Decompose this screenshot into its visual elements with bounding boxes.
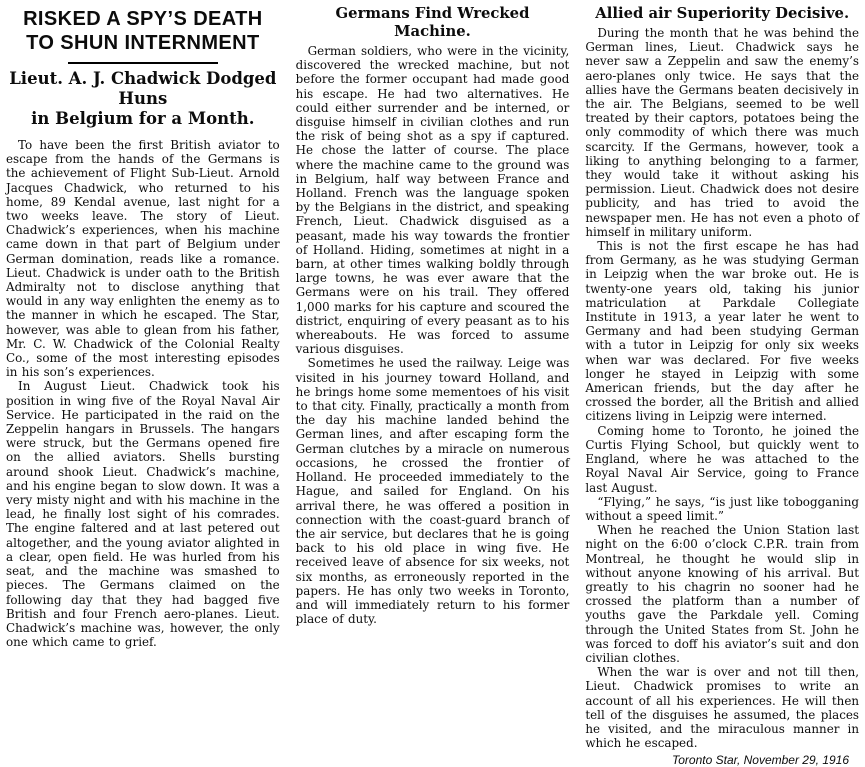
paragraph: German soldiers, who were in the vicinity, discovered the wrecked machine, but not before the former occupant had made good his escape. He had two alternatives. He could either surrender and be interned, or disguise himself in civilian clothes and run the risk of being shot as a spy if captured. He chose the latter of course. The place where the machine came to the ground was in Belgium, half way between France and Holland. French was the language spoken by the Belgians in the district, and speaking French, Lieut. Chadwick disguised as a peasant, made his way towards the frontier of Holland. Hiding, sometimes at night in a barn, at other times walking boldly through large towns, he was ever aware that the Germans were on his trail. They offered 1,000 marks for his capture and scoured the district, enquiring of every peasant as to his whereabouts. He was forced to assume various disguises. [295,44,570,357]
headline-line-1: RISKED A SPY’S DEATH [23,8,263,30]
column-1-body [6,138,280,649]
column-3-body [585,26,859,750]
headline-line-2: TO SHUN INTERNMENT [26,32,260,54]
article-column-1 [6,3,280,670]
paragraph: Sometimes he used the railway. Leige was visited in his journey toward Holland, and he brings home some mementoes of his visit to that city. Finally, practically a month from the day his machine landed behind the German lines, and after escaping form the German clutches by a miracle on numerous occasions, he crossed the frontier of Holland. He proceeded immediately to the Hague, and sailed for England. On his arrival there, he was offered a position in connection with the coast-guard branch of the air service, but declares that he is going back to his old place in wing five. He received leave of absence for six weeks, not six months, as erroneously reported in the papers. He has only two weeks in Toronto, and will immediately return to his former place of duty. [295,356,570,627]
paragraph: When he reached the Union Station last night on the 6:00 o’clock C.P.R. train from Montreal, he thought he would slip in without anyone knowing of his arrival. But greatly to his chagrin no sooner had he crossed the platform than a number of youths gave the Parkdale yell. Coming through the United States from St. John he was forced to doff his aviator’s suit and don civilian clothes. [585,523,860,665]
article-column-3 [585,3,860,767]
paragraph: “Flying,” he says, “is just like tobogganing without a speed limit.” [585,494,860,523]
paragraph: Coming home to Toronto, he joined the Curtis Flying School, but quickly went to England, where he was attached to the Royal Naval Air Service, going to France last August. [585,423,860,495]
headline-divider [68,62,218,64]
source-attribution: Toronto Star, November 29, 1916 [672,753,850,767]
paragraph: During the month that he was behind the German lines, Lieut. Chadwick says he never saw a Zeppelin and saw the enemy’s aero-planes only twice. He says that the allies have the Germans beaten decisively in the air. The Belgians, seemed to be well treated by their captors, potatoes being the only commodity of which there was much scarcity. If the Germans, however, took a liking to anything belonging to a farmer, they would take it without asking his permission. Lieut. Chadwick does not desire publicity, and has tried to avoid the newspaper men. He has not even a photo of himself in military uniform. [585,26,860,239]
paragraph: In August Lieut. Chadwick took his position in wing five of the Royal Naval Air Service. He participated in the raid on the Zeppelin hangars in Brussels. The hangars were struck, but the Germans opened fire on the allied aviators. Shells bursting around shook Lieut. Chadwick’s machine, and his engine began to slow down. It was a very misty night and with his machine in the lead, he finally lost sight of his comrades. The engine faltered and at last petered out altogether, and the young aviator alighted in a clear, open field. He was hurled from his seat, and the machine was smashed to pieces. The Germans claimed on the following day that they had bagged five British and four French aero-planes. Lieut. Chadwick’s machine was, however, the only one which came to grief. [6,379,280,650]
subhead-line-2: in Belgium for a Month. [31,109,255,128]
article-subhead [6,69,280,129]
column-2-body [296,44,570,626]
paragraph: When the war is over and not till then, Lieut. Chadwick promises to write an account of all his experiences. He will then tell of the disguises he assumed, the places he visited, and the miraculous manner in which he escaped. [585,665,860,751]
section-heading-air-superiority: Allied air Superiority Decisive. [595,5,850,22]
subhead-line-1: Lieut. A. J. Chadwick Dodged Huns [9,69,277,108]
paragraph: This is not the first escape he has had from Germany, as he was studying German in Leipzig when the war broke out. He is twenty-one years old, taking his junior matriculation at Parkdale Collegiate Institute in 1913, a year later he went to Germany and had been studying German with a tutor in Leipzig for only six weeks when war was declared. For five weeks longer he stayed in Leipzig with some American friends, but the day after he crossed the border, all the British and allied citizens living in Leipzig were interned. [585,239,860,424]
section-heading-wrecked-machine: Germans Find Wrecked Machine. [335,5,530,40]
article-column-2 [296,3,570,670]
article-headline [6,7,280,55]
paragraph: To have been the first British aviator to escape from the hands of the Germans is the achievement of Flight Sub-Lieut. Arnold Jacques Chadwick, who returned to his home, 89 Kendal avenue, last night for a two weeks leave. The story of Lieut. Chadwick’s experiences, when his machine came down in that part of Belgium under German domination, reads like a romance. Lieut. Chadwick is under oath to the British Admiralty not to disclose anything that would in any way enlighten the enemy as to the manner in which he escaped. The Star, however, was able to glean from his father, Mr. C. W. Chadwick of the Colonial Realty Co., some of the most interesting episodes in his son’s experiences. [6,138,280,380]
